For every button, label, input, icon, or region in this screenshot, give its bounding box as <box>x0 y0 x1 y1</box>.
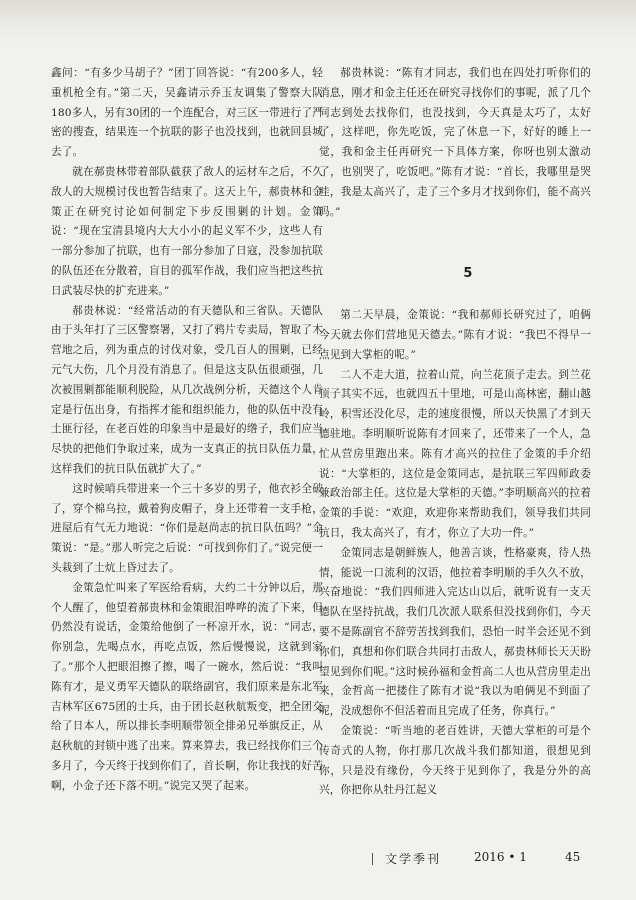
paragraph: 第二天早晨，金策说：“我和郝师长研究过了，咱俩今天就去你们营地见天德去。”陈有才说：“我巴不得早一点见到大掌柜的呢。” <box>319 309 591 361</box>
left-column <box>51 64 323 796</box>
page-footer <box>0 850 636 874</box>
section-gap <box>319 222 591 264</box>
section-gap <box>319 284 591 306</box>
scan-top-shading <box>0 0 636 46</box>
page-number: 45 <box>565 850 581 864</box>
paragraph: 这时候哨兵带进来一个三十多岁的男子，他衣衫全破了，穿个棉乌拉，戴着狗皮帽子，身上还带着一支手枪，进屋后有气无力地说：“你们是赵尚志的抗日队伍吗？”金策说：“是。”那人听完之后说：“可找到你们了。”说完便一头栽到了土炕上昏过去了。 <box>51 482 323 574</box>
paragraph: 郝贵林说：“陈有才同志，我们也在四处打听你们的消息，刚才和金主任还在研究寻找你们的事呢，派了几个同志到处去找你们，也没找到，今天真是太巧了，太好了，这样吧，你先吃饭，完了休息一下，好好的睡上一觉，我和金主任再研究一下具体方案，你呀也别太激动了，也别哭了，吃饭吧。”陈有才说：“首长，我哪里是哭哇，我是太高兴了，走了三个多月才找到你们，能不高兴吗。” <box>319 67 591 218</box>
paragraph: 鑫问：“有多少马胡子？”团丁回答说：“有200多人，轻重机枪全有。”第二天，吴鑫请示乔玉友调集了警察大队180多人，另有30团的一个连配合，对三区一带进行了严密的搜查，结果连一个抗联的影子也没找到，也就回县城去了。 <box>51 67 323 159</box>
paragraph: 金策说：“听当地的老百姓讲，天德大掌柜的可是个传奇式的人物，你打那几次战斗我们都知道，很想见到你，只是没有缘份，今天终于见到你了，我是分外的高兴，你把你从牡丹江起义 <box>319 724 591 797</box>
paragraph: 郝贵林说：“经常活动的有天德队和三省队。天德队由于头年打了三区警察署，又打了鸦片专卖局，智取了木营地之后，列为重点的讨伐对象，受几百人的围剿，已经元气大伤，几个月没有消息了。但是这支队伍很顽强，几次被围剿都能顺利脱险，从几次战例分析，天德这个人肯定是行伍出身，有指挥才能和组织能力，他的队伍中没有土匪行径，在老百姓的印象当中是最好的绺子，我们应当尽快的把他们争取过来，成为一支真正的抗日队伍力量，这样我们的抗日队伍就扩大了。” <box>51 304 323 475</box>
paragraph: 二人不走大道，拉着山荒，向兰花顶子走去。到兰花顶子其实不远，也就四五十里地，可是山高林密，翻山越岭，积雪还没化尽，走的速度很慢，所以天快黑了才到天德驻地。李明顺听说陈有才回来了，还带来了一个人，急忙从营房里跑出来。陈有才高兴的拉住了金策的手介绍说：“大掌柜的，这位是金策同志，是抗联三军四师政委兼政治部主任。这位是大掌柜的天德。”李明顺高兴的拉着金策的手说：“欢迎，欢迎你来帮助我们，领导我们共同抗日，我太高兴了，有才，你立了大功一件。” <box>319 368 591 539</box>
section-number: 5 <box>463 266 473 282</box>
right-column <box>319 64 591 801</box>
footer-divider <box>372 853 373 865</box>
issue-number: 2016 • 1 <box>474 850 527 864</box>
magazine-title: 文学季刊 <box>385 852 442 866</box>
paragraph: 金策急忙叫来了军医给看病，大约二十分钟以后，那个人醒了，他望着郝贵林和金策眼泪哗哗的流了下来，但仍然没有说话，金策给他倒了一杯凉开水，说：“同志，你别急，先喝点水，再吃点饭，然后慢慢说，这就到家了。”那个人把眼泪擦了擦，喝了一碗水，然后说：“我叫陈有才，是义勇军天德队的联络副官，我们原来是东北军吉林军区675团的士兵，由于团长赵秋航叛变，把全团交给了日本人，所以排长李明顺带领全排弟兄举旗反正，从赵秋航的封锁中逃了出来。算来算去，我已经找你们三个多月了，今天终于找到你们了，首长啊，你让我找的好苦啊，小金子还下落不明。”说完又哭了起来。 <box>51 581 323 792</box>
paragraph: 金策同志是朝鲜族人，他善言谈，性格豪爽，待人热情，能说一口流利的汉语，他拉着李明顺的手久久不放，兴奋地说：“我们四师进入完达山以后，就听说有一支天德队在坚持抗战，我们几次派人联系但没找到你们，今天要不是陈副官不辞劳苦找到我们，恐怕一时半会还见不到你们，真想和你们联合共同打击敌人，郝贵林师长天天盼望见到你们呢。”这时候孙福和金哲高二人也从营房里走出来，金哲高一把搂住了陈有才说“我以为咱俩见不到面了呢，没成想你不但活着而且完成了任务，你真行。” <box>319 546 591 718</box>
paragraph: 就在郝贵林带着部队截获了敌人的运材车之后，不久敌人的大规模讨伐也暂告结束了。这天上午，郝贵林和金策正在研究讨论如何制定下步反围剿的计划。金策说：“现在宝清县境内大大小小的起义军不少，这些人有一部分参加了抗联，也有一部分参加了日寇，没参加抗联的队伍还在分散着，盲目的孤军作战，我们应当把这些抗日武装尽快的扩充进来。” <box>51 165 323 297</box>
